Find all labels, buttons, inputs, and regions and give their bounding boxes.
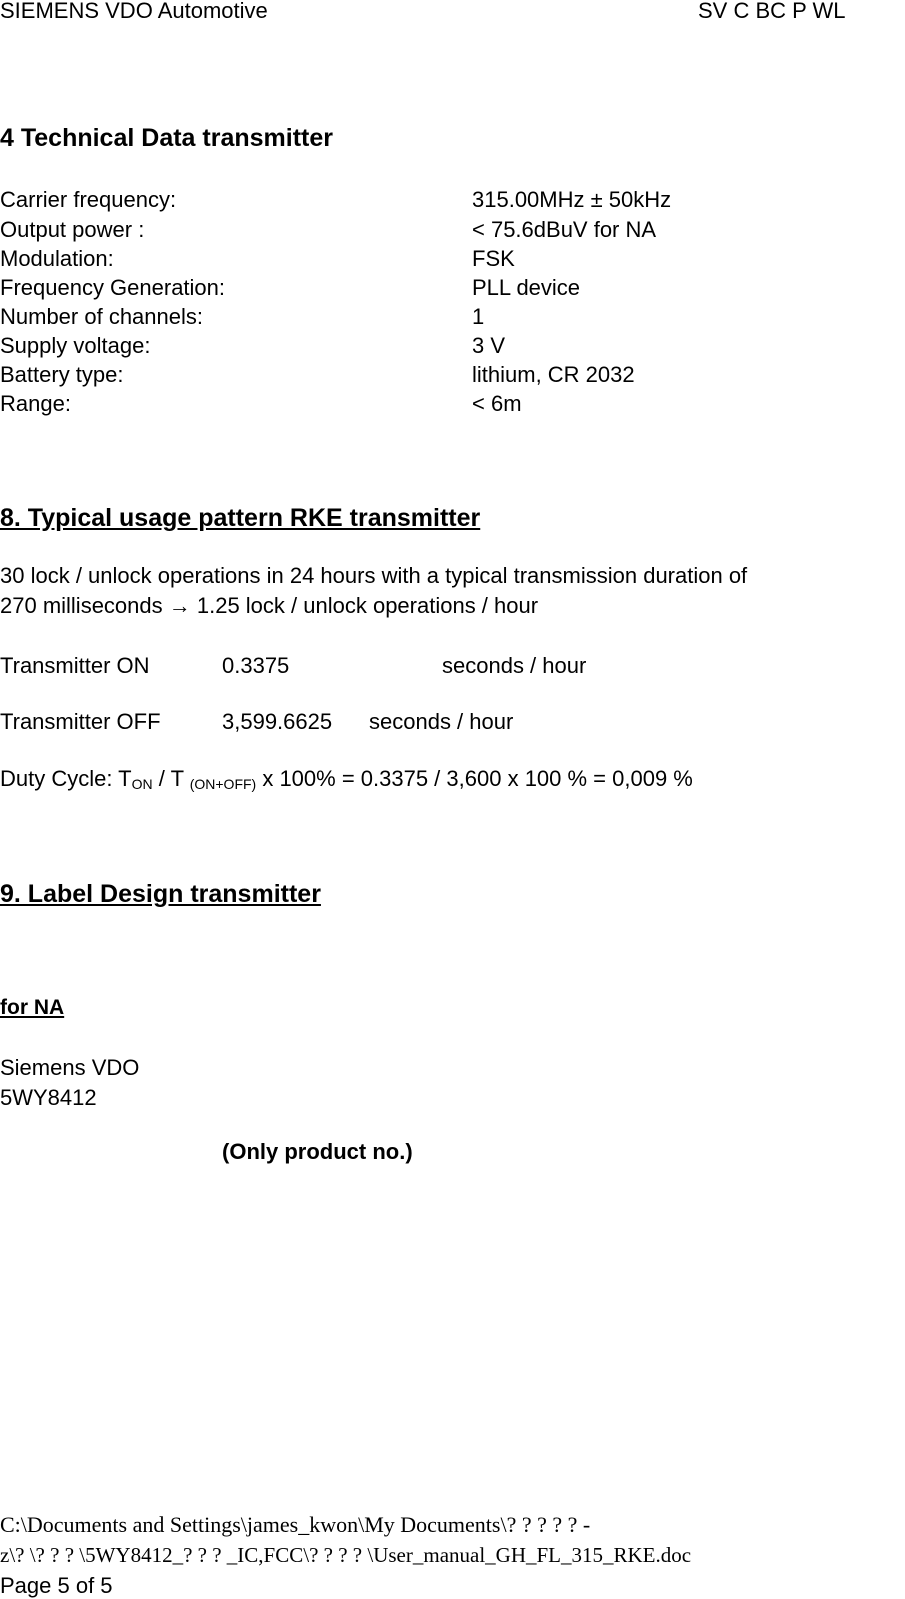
product-no-note: (Only product no.)	[222, 1139, 413, 1164]
duty-cycle-formula	[0, 766, 693, 792]
duty-sub-on: ON	[131, 776, 153, 792]
tech-value: < 75.6dBuV for NA	[472, 217, 657, 242]
tech-value: < 6m	[472, 391, 522, 416]
transmitter-on-value: 0.3375	[222, 653, 290, 678]
tech-value: 3 V	[472, 333, 506, 358]
tech-value: lithium, CR 2032	[472, 362, 635, 387]
footer-path-line-1: C:\Documents and Settings\james_kwon\My Documents\? ? ? ? ? -	[0, 1512, 591, 1537]
usage-paragraph-line-2: 270 milliseconds → 1.25 lock / unlock operations / hour	[0, 593, 539, 618]
duty-suffix: x 100% = 0.3375 / 3,600 x 100 % = 0,009 %	[256, 766, 693, 791]
tech-label: Output power :	[0, 217, 145, 242]
tech-label: Frequency Generation:	[0, 275, 226, 300]
label-line-1: Siemens VDO	[0, 1055, 140, 1080]
tech-label: Battery type:	[0, 362, 124, 387]
usage-paragraph-line-1: 30 lock / unlock operations in 24 hours with a typical transmission duration of	[0, 563, 748, 588]
transmitter-off-value: 3,599.6625	[222, 709, 333, 734]
transmitter-off-unit: seconds / hour	[369, 709, 514, 734]
page-number: Page 5 of 5	[0, 1573, 113, 1598]
section-8-title: 8. Typical usage pattern RKE transmitter	[0, 504, 481, 532]
section-4-title: 4 Technical Data transmitter	[0, 124, 333, 152]
tech-label: Range:	[0, 391, 71, 416]
header-code: SV C BC P WL	[698, 0, 846, 23]
transmitter-on-unit: seconds / hour	[442, 653, 587, 678]
tech-value: FSK	[472, 246, 515, 271]
transmitter-off-label: Transmitter OFF	[0, 709, 161, 734]
tech-value: PLL device	[472, 275, 581, 300]
footer-path-line-2: z\? \? ? ? \5WY8412_? ? ? _IC,FCC\? ? ? ? \User_manual_GH_FL_315_RKE.doc	[0, 1543, 692, 1567]
tech-value: 315.00MHz ± 50kHz	[472, 187, 672, 212]
tech-label: Supply voltage:	[0, 333, 151, 358]
tech-label: Carrier frequency:	[0, 187, 177, 212]
transmitter-on-label: Transmitter ON	[0, 653, 150, 678]
label-line-2: 5WY8412	[0, 1085, 97, 1110]
duty-mid: / T	[152, 766, 190, 791]
for-na-heading: for NA	[0, 996, 65, 1019]
section-9-title: 9. Label Design transmitter	[0, 880, 321, 908]
header-company: SIEMENS VDO Automotive	[0, 0, 268, 23]
duty-prefix: Duty Cycle: T	[0, 766, 132, 791]
tech-value: 1	[472, 304, 485, 329]
tech-label: Number of channels:	[0, 304, 203, 329]
duty-sub-total: (ON+OFF)	[189, 776, 257, 792]
tech-label: Modulation:	[0, 246, 114, 271]
